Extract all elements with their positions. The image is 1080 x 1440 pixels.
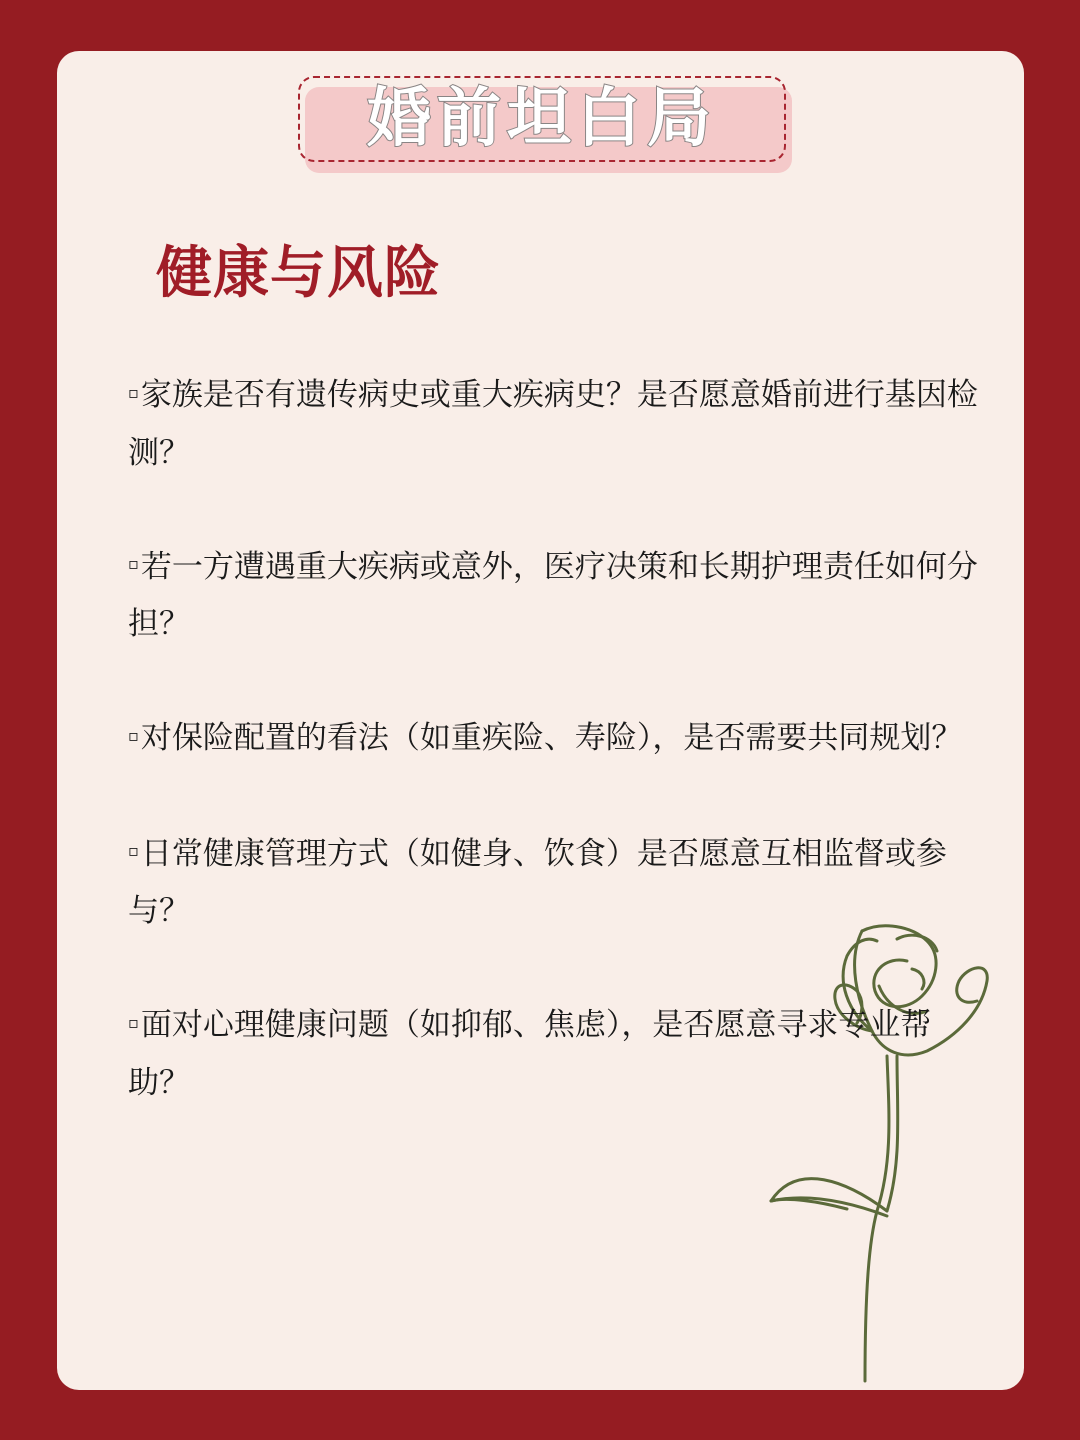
page-title: 婚前坦白局 (367, 82, 717, 156)
question-list (128, 367, 978, 1169)
content-card (57, 51, 1024, 1390)
question-item (128, 367, 978, 481)
question-text: 面对心理健康问题（如抑郁、焦虑），是否愿意寻求专业帮助？ (128, 1007, 932, 1101)
question-item (128, 710, 978, 768)
bullet-icon: ▫ (128, 1012, 139, 1032)
bullet-icon: ▫ (128, 554, 139, 573)
question-text: 若一方遭遇重大疾病或意外，医疗决策和长期护理责任如何分担？ (128, 548, 978, 642)
question-text: 对保险配置的看法（如重疾险、寿险），是否需要共同规划？ (140, 720, 963, 756)
question-text: 家族是否有遗传病史或重大疾病史？是否愿意婚前进行基因检测？ (128, 377, 978, 471)
question-item (128, 997, 978, 1111)
question-item (128, 826, 978, 940)
section-heading: 健康与风险 (156, 241, 441, 306)
question-item (128, 539, 978, 653)
bullet-icon: ▫ (128, 841, 139, 860)
bullet-icon: ▫ (128, 382, 139, 402)
bullet-icon: ▫ (128, 725, 139, 745)
question-text: 日常健康管理方式（如健身、饮食）是否愿意互相监督或参与？ (128, 835, 947, 929)
